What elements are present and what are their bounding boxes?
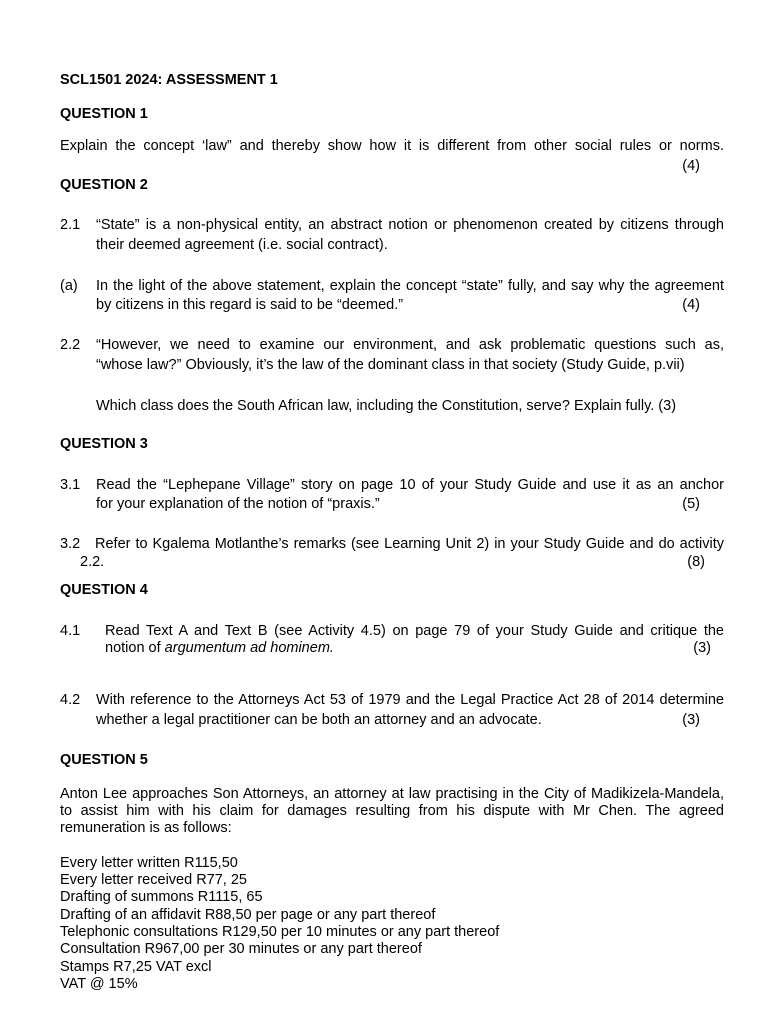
q2-2-line-3: Which class does the South African law, including the Constitution, serve? Explain fully. (3) [96,398,677,414]
question-5-heading: QUESTION 5 [60,752,148,768]
q2-1-line-1: “State” is a non-physical entity, an abstract notion or phenomenon created by citizens through [96,217,724,233]
fee-item: Telephonic consultations R129,50 per 10 minutes or any part thereof [60,924,500,940]
question-1-marks: (4) [682,158,700,174]
q3-2-line-1: Refer to Kgalema Motlanthe’s remarks (see Learning Unit 2) in your Study Guide and do activity [95,536,724,552]
q4-2-marks: (3) [682,712,700,728]
q4-1-line-2-italic: argumentum ad hominem. [164,640,334,656]
q5-line-2: to assist him with his claim for damages resulting from his dispute with Mr Chen. The agreed [60,803,724,819]
q4-1-marks: (3) [693,640,711,656]
q4-2-line-2: whether a legal practitioner can be both an attorney and an advocate. [96,712,542,728]
q4-1-line-2 [105,640,334,657]
q2-a-marks: (4) [682,297,700,313]
document-title: SCL1501 2024: ASSESSMENT 1 [60,72,278,88]
q3-1-line-2: for your explanation of the notion of “praxis.” [96,496,380,512]
q3-1-line-1: Read the “Lephepane Village” story on page 10 of your Study Guide and use it as an anchor [96,477,724,493]
q2-a-number: (a) [60,278,78,294]
q2-2-line-2: “whose law?” Obviously, it’s the law of the dominant class in that society (Study Guide, p.vii) [96,357,685,373]
q5-line-3: remuneration is as follows: [60,820,232,836]
question-3-heading: QUESTION 3 [60,436,148,452]
fee-item: Drafting of an affidavit R88,50 per page or any part thereof [60,907,436,923]
question-1-heading: QUESTION 1 [60,106,148,122]
q4-1-line-1: Read Text A and Text B (see Activity 4.5) on page 79 of your Study Guide and critique the [105,623,724,639]
q2-1-line-2: their deemed agreement (i.e. social contract). [96,237,388,253]
q2-2-line-1: “However, we need to examine our environment, and ask problematic questions such as, [96,337,724,353]
question-4-heading: QUESTION 4 [60,582,148,598]
q3-2-marks: (8) [687,554,705,570]
q3-2-number: 3.2 [60,536,81,552]
q2-a-line-1: In the light of the above statement, explain the concept “state” fully, and say why the agreement [96,278,724,294]
question-1-text: Explain the concept ‘law” and thereby show how it is different from other social rules or norms. [60,138,724,154]
q2-2-number: 2.2 [60,337,81,353]
q4-2-line-1: With reference to the Attorneys Act 53 of 1979 and the Legal Practice Act 28 of 2014 determine [96,692,724,708]
q3-1-marks: (5) [682,496,700,512]
q5-line-1: Anton Lee approaches Son Attorneys, an attorney at law practising in the City of Madikizela-Mandela, [60,786,724,802]
fee-item: Stamps R7,25 VAT excl [60,959,212,975]
fee-item: Every letter written R115,50 [60,855,238,871]
fee-item: Consultation R967,00 per 30 minutes or any part thereof [60,941,422,957]
fee-item: Every letter received R77, 25 [60,872,247,888]
q2-1-number: 2.1 [60,217,81,233]
question-2-heading: QUESTION 2 [60,177,148,193]
q2-a-line-2: by citizens in this regard is said to be “deemed.” [96,297,404,313]
q4-1-line-2-text: notion of [105,640,165,656]
q3-2-line-2: 2.2. [80,554,105,570]
q4-1-number: 4.1 [60,623,81,639]
fee-item: Drafting of summons R1115, 65 [60,889,263,905]
q4-2-number: 4.2 [60,692,81,708]
q3-1-number: 3.1 [60,477,81,493]
fee-item: VAT @ 15% [60,976,138,992]
